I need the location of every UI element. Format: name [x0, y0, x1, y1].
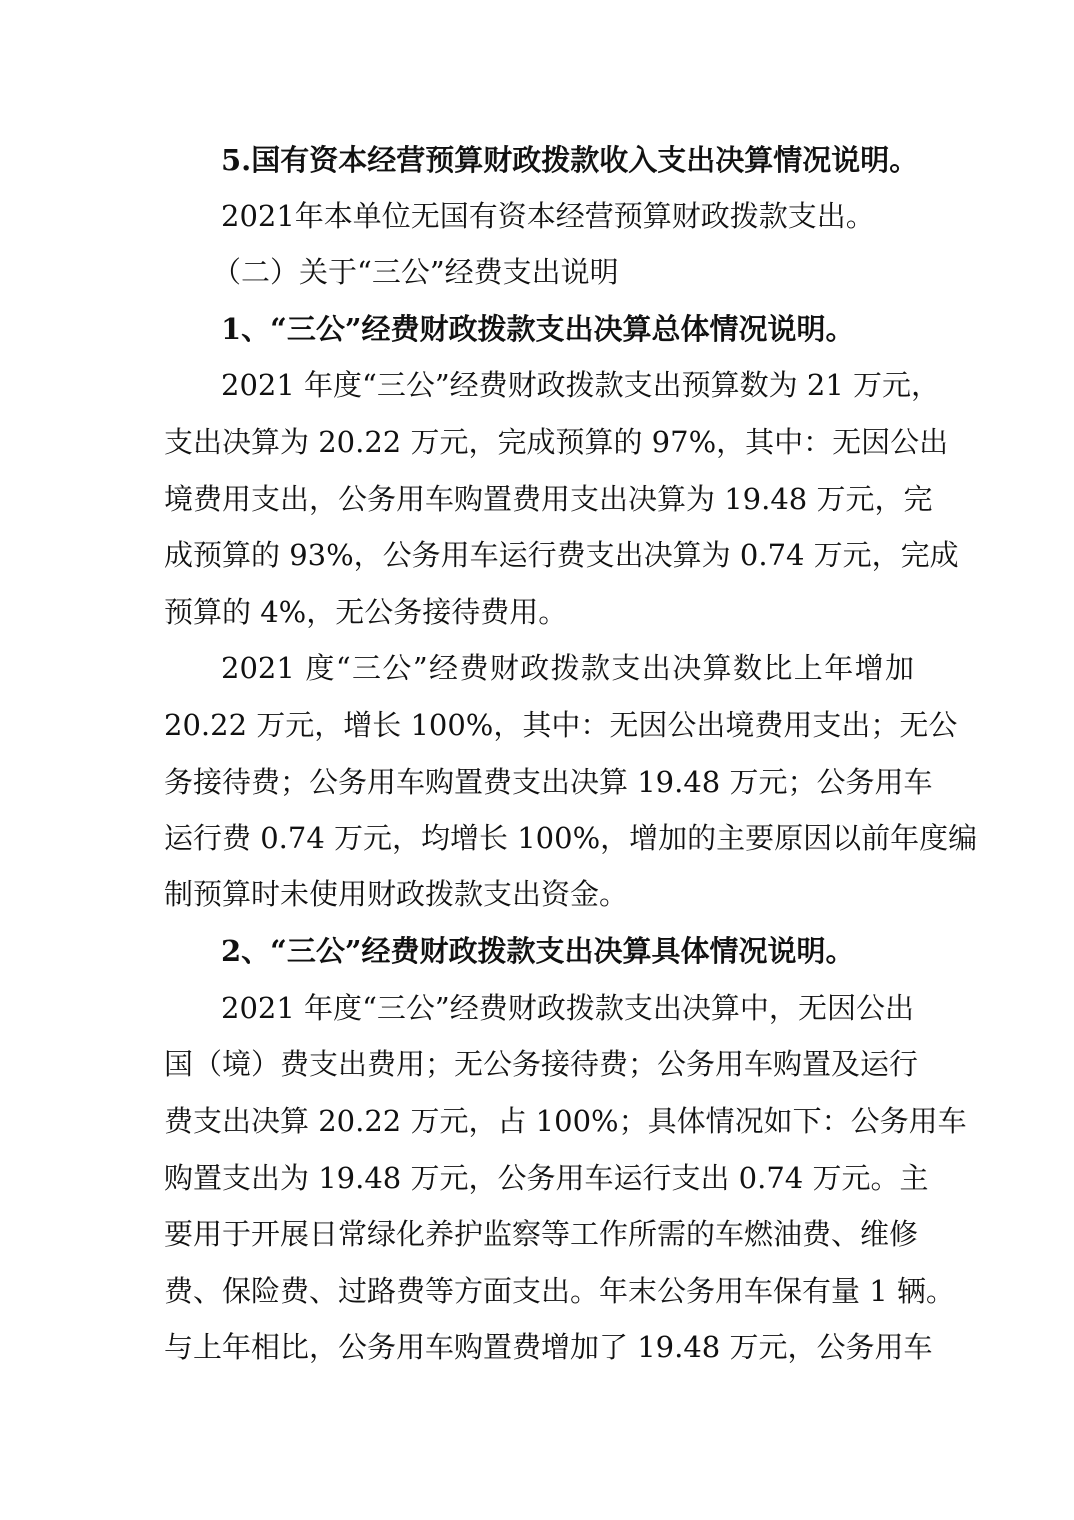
subsection-heading-2: 2、“三公”经费财政拨款支出决算具体情况说明。 [221, 934, 855, 968]
paragraph-line: 2021年本单位无国有资本经营预算财政拨款支出。 [221, 199, 875, 233]
paragraph-line: 制预算时未使用财政拨款支出资金。 [164, 877, 629, 911]
subsection-heading-1: 1、“三公”经费财政拨款支出决算总体情况说明。 [221, 312, 855, 346]
paragraph-line: 境费用支出，公务用车购置费用支出决算为 19.48 万元，完 [164, 482, 933, 516]
paragraph-line: 2021 年度“三公”经费财政拨款支出预算数为 21 万元， [221, 368, 941, 402]
paragraph-line: 预算的 4%，无公务接待费用。 [164, 595, 568, 629]
paragraph-line: 20.22 万元，增长 100%，其中：无因公出境费用支出；无公 [164, 708, 958, 742]
paragraph-line: 2021 年度“三公”经费财政拨款支出决算中，无因公出 [221, 991, 914, 1025]
paragraph-line: 费、保险费、过路费等方面支出。年末公务用车保有量 1 辆。 [164, 1274, 955, 1308]
paragraph-line: 国（境）费支出费用；无公务接待费；公务用车购置及运行 [164, 1047, 919, 1081]
paragraph-line: 务接待费；公务用车购置费支出决算 19.48 万元；公务用车 [164, 765, 933, 799]
paragraph-line: 与上年相比，公务用车购置费增加了 19.48 万元，公务用车 [164, 1330, 933, 1364]
paragraph-line: 要用于开展日常绿化养护监察等工作所需的车燃油费、维修 [164, 1217, 919, 1251]
section-heading-2: （二）关于“三公”经费支出说明 [212, 255, 619, 289]
paragraph-line: 成预算的 93%，公务用车运行费支出决算为 0.74 万元，完成 [164, 538, 959, 572]
paragraph-line: 购置支出为 19.48 万元，公务用车运行支出 0.74 万元。主 [164, 1161, 929, 1195]
paragraph-line: 运行费 0.74 万元，均增长 100%，增加的主要原因以前年度编 [164, 821, 978, 855]
paragraph-line: 费支出决算 20.22 万元，占 100%；具体情况如下：公务用车 [164, 1104, 967, 1138]
paragraph-line: 2021 度“三公”经费财政拨款支出决算数比上年增加 [221, 651, 914, 685]
section-heading-5: 5.国有资本经营预算财政拨款收入支出决算情况说明。 [221, 143, 919, 177]
paragraph-line: 支出决算为 20.22 万元，完成预算的 97%，其中：无因公出 [164, 425, 949, 459]
